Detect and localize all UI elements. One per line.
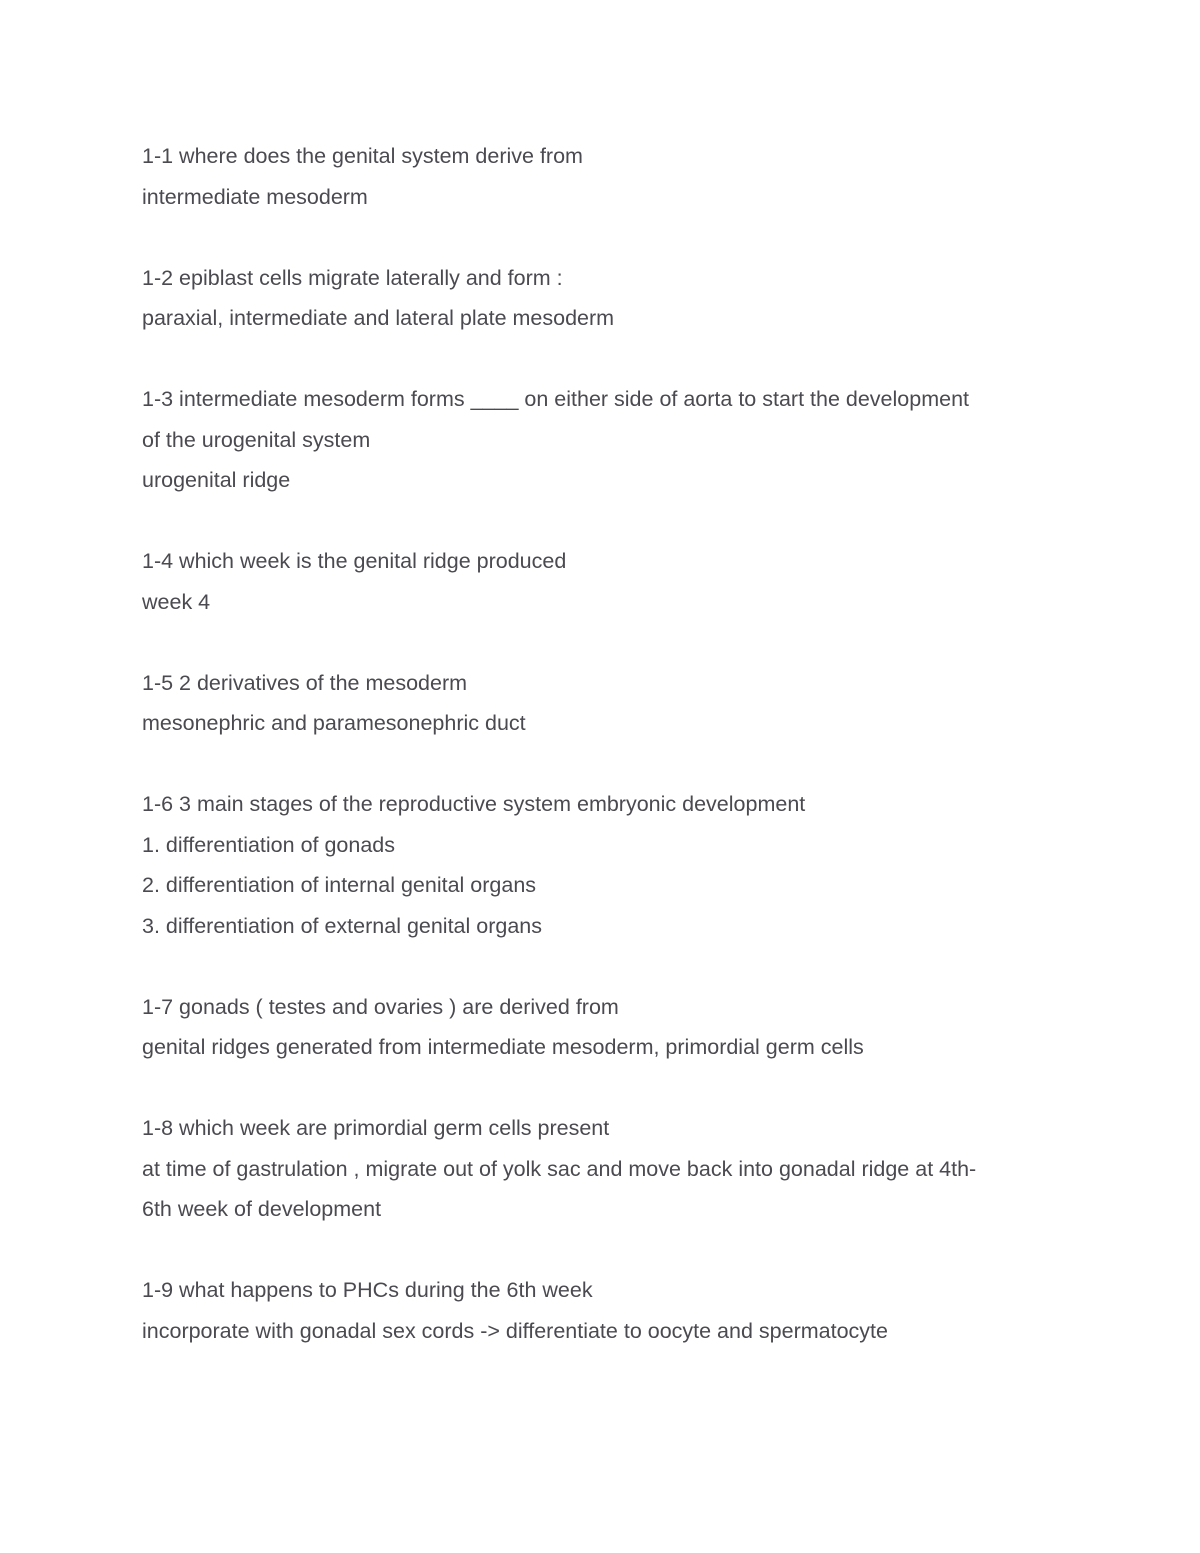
flashcard-1-9 bbox=[142, 1270, 1072, 1351]
question-text: 1-1 where does the genital system derive from bbox=[142, 144, 583, 168]
flashcard-1-4 bbox=[142, 541, 1072, 622]
flashcard-1-6 bbox=[142, 784, 1072, 946]
question-text: 1-8 which week are primordial germ cells present bbox=[142, 1116, 610, 1140]
answer-text: mesonephric and paramesonephric duct bbox=[142, 711, 526, 735]
flashcard-1-1 bbox=[142, 136, 1072, 217]
question-text: 1-9 what happens to PHCs during the 6th week bbox=[142, 1278, 593, 1302]
question-text: 1-7 gonads ( testes and ovaries ) are derived from bbox=[142, 994, 619, 1019]
answer-text: genital ridges generated from intermediate mesoderm, primordial germ cells bbox=[142, 1035, 864, 1059]
flashcard-1-5 bbox=[142, 663, 1072, 744]
answer-text: 1. differentiation of gonads bbox=[142, 832, 396, 857]
question-text: 1-5 2 derivatives of the mesoderm bbox=[142, 670, 468, 695]
question-text: 1-3 intermediate mesoderm forms ____ on either side of aorta to start the development bbox=[142, 387, 969, 411]
answer-text: 6th week of development bbox=[142, 1197, 382, 1221]
flashcard-1-3 bbox=[142, 379, 1072, 501]
answer-text: intermediate mesoderm bbox=[142, 184, 368, 209]
question-text: 1-6 3 main stages of the reproductive system embryonic development bbox=[142, 792, 806, 816]
flashcard-1-2 bbox=[142, 258, 1072, 339]
answer-text: 3. differentiation of external genital organs bbox=[142, 913, 543, 938]
answer-text: paraxial, intermediate and lateral plate mesoderm bbox=[142, 306, 615, 330]
question-text: 1-2 epiblast cells migrate laterally and form : bbox=[142, 265, 563, 290]
answer-text: week 4 bbox=[142, 589, 211, 614]
question-text: 1-4 which week is the genital ridge produced bbox=[142, 549, 567, 573]
answer-text: urogenital ridge bbox=[142, 468, 291, 492]
flashcard-list bbox=[142, 136, 1072, 1392]
flashcard-1-7 bbox=[142, 987, 1072, 1068]
answer-text: incorporate with gonadal sex cords -> differentiate to oocyte and spermatocyte bbox=[142, 1318, 888, 1343]
answer-text: at time of gastrulation , migrate out of yolk sac and move back into gonadal ridge at 4th- bbox=[142, 1156, 977, 1181]
question-text-continued: of the urogenital system bbox=[142, 427, 371, 452]
flashcard-1-8 bbox=[142, 1108, 1072, 1230]
answer-text: 2. differentiation of internal genital organs bbox=[142, 873, 537, 897]
